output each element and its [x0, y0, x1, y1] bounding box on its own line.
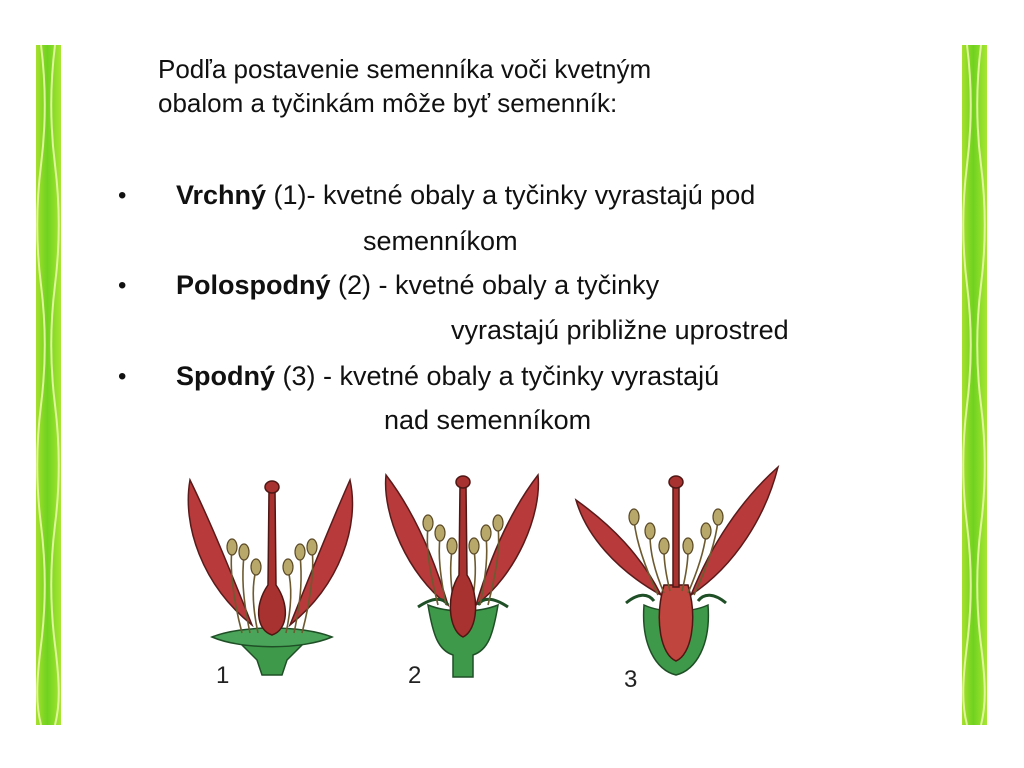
figure-label-1: 1 — [216, 662, 230, 689]
description-half-inferior-continued: vyrastajú približne uprostred — [451, 315, 789, 345]
intro-paragraph — [158, 52, 918, 120]
intro-line-1: Podľa postavenie semenníka voči kvetným — [158, 54, 652, 84]
flower-half-inferior-ovary-illustration — [378, 455, 548, 695]
list-item-inferior — [176, 361, 719, 392]
bullet-icon: • — [118, 272, 127, 299]
description-inferior-continued: nad semenníkom — [384, 405, 592, 435]
bullet-icon: • — [118, 363, 127, 390]
figure-label-2: 2 — [408, 662, 422, 689]
description-half-inferior: (2) - kvetné obaly a tyčinky — [330, 270, 660, 300]
flower-1-drawing — [188, 480, 352, 689]
flower-3-drawing — [576, 467, 778, 693]
flower-inferior-ovary-illustration — [566, 455, 786, 695]
description-superior-continued: semenníkom — [363, 226, 518, 256]
list-item-superior — [176, 180, 755, 211]
description-inferior: (3) - kvetné obaly a tyčinky vyrastajú — [275, 361, 720, 391]
term-inferior: Spodný — [176, 361, 275, 391]
figure-label-3: 3 — [624, 666, 638, 693]
flower-superior-ovary-illustration — [172, 455, 372, 695]
intro-line-2: obalom a tyčinkám môže byť semenník: — [158, 88, 618, 118]
list-item-half-inferior — [176, 270, 659, 301]
term-superior: Vrchný — [176, 180, 267, 210]
left-decorative-strip — [36, 45, 61, 725]
term-half-inferior: Polospodný — [176, 270, 331, 300]
bullet-icon: • — [118, 182, 127, 209]
flower-2-drawing — [386, 475, 539, 689]
description-superior: (1)- kvetné obaly a tyčinky vyrastajú pod — [266, 180, 756, 210]
right-decorative-strip — [962, 45, 987, 725]
